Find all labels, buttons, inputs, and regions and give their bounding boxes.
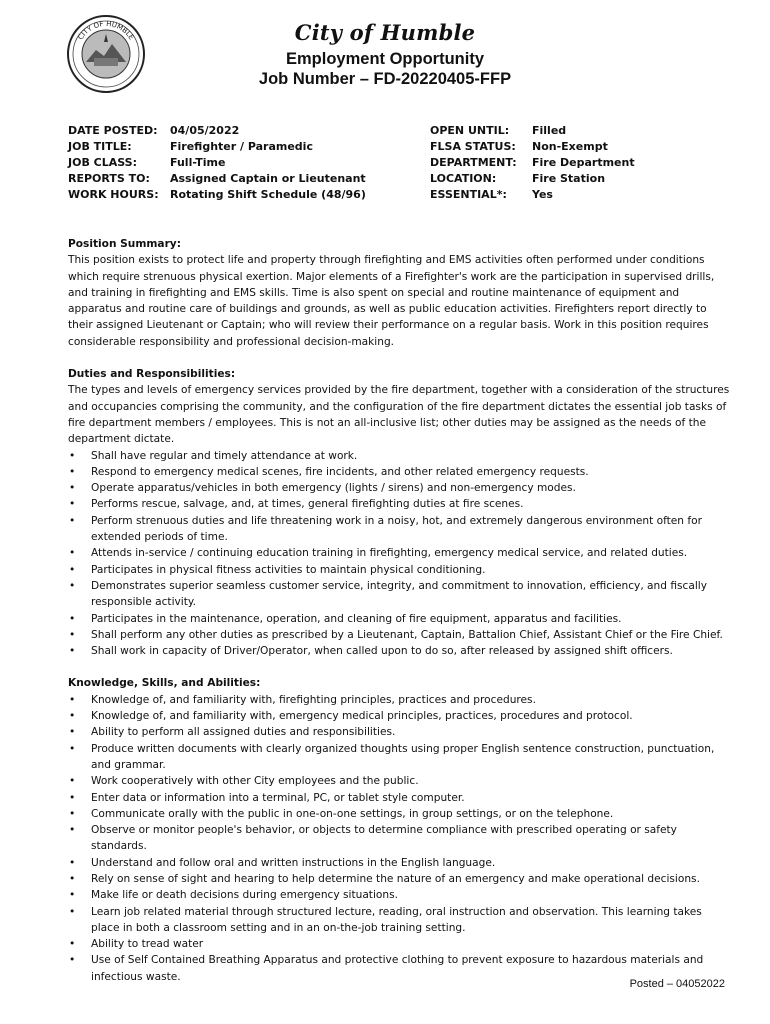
list-item: • Knowledge of, and familiarity with, emergency medical principles, practices, procedures and protocol.	[68, 708, 730, 724]
info-values-left	[170, 123, 366, 203]
list-item: • Participates in physical fitness activities to maintain physical conditioning.	[68, 562, 730, 578]
bullet-icon: •	[69, 889, 76, 902]
duties-list	[68, 448, 730, 660]
bullet-icon: •	[69, 693, 76, 706]
bullet-icon: •	[69, 612, 76, 625]
list-item: • Attends in-service / continuing education training in firefighting, emergency medical service, and related duties.	[68, 545, 730, 561]
section-heading: Duties and Responsibilities:	[68, 368, 236, 381]
section-heading: Knowledge, Skills, and Abilities:	[68, 677, 261, 690]
bullet-icon: •	[69, 514, 76, 527]
bullet-icon: •	[69, 938, 76, 951]
info-label: OPEN UNTIL:	[430, 124, 510, 137]
info-value: Fire Station	[532, 172, 606, 185]
info-label: JOB TITLE:	[68, 140, 132, 153]
bullet-icon: •	[69, 775, 76, 788]
list-item: • Perform strenuous duties and life threatening work in a noisy, hot, and extremely dangerous environment often for extended periods of time.	[69, 514, 702, 544]
list-item: • Learn job related material through structured lecture, reading, oral instruction and observation. This learning takes place in both a classroom setting and in an on-the-job training setting.	[69, 905, 702, 934]
list-item: • Respond to emergency medical scenes, fire incidents, and other related emergency requests.	[68, 464, 730, 480]
info-label: FLSA STATUS:	[430, 140, 516, 153]
list-item: • Demonstrates superior seamless customer service, integrity, and commitment to innovation, efficiency, and fiscally responsible activity.	[69, 579, 708, 609]
list-item: • Knowledge of, and familiarity with, firefighting principles, practices and procedures.	[68, 692, 730, 708]
section-heading: Position Summary:	[68, 238, 181, 250]
bullet-icon: •	[69, 628, 76, 641]
bullet-icon: •	[69, 872, 76, 885]
bullet-icon: •	[69, 449, 76, 462]
bullet-icon: •	[69, 856, 76, 869]
list-item: • Communicate orally with the public in one-on-one settings, in group settings, or on the telephone.	[68, 806, 730, 822]
job-number: Job Number – FD-20220405-FFP	[258, 70, 512, 88]
info-value: Firefighter / Paramedic	[170, 140, 313, 153]
bullet-icon: •	[69, 742, 76, 755]
list-item: • Use of Self Contained Breathing Apparatus and protective clothing to prevent exposure to hazardous materials and infectious waste.	[69, 954, 704, 983]
list-item: • Ability to tread water	[68, 936, 730, 952]
info-value: Filled	[532, 124, 567, 137]
info-label: JOB CLASS:	[68, 156, 138, 169]
ksa-list	[68, 692, 730, 985]
list-item: • Operate apparatus/vehicles in both emergency (lights / sirens) and non-emergency modes.	[68, 480, 730, 496]
info-label: DEPARTMENT:	[430, 156, 517, 169]
bullet-icon: •	[69, 807, 76, 820]
info-labels-right	[430, 123, 517, 203]
bullet-icon: •	[69, 547, 76, 560]
list-item: • Participates in the maintenance, operation, and cleaning of fire equipment, apparatus and facilities.	[68, 611, 730, 627]
document-body	[68, 236, 730, 985]
bullet-icon: •	[69, 498, 76, 511]
info-value: Full-Time	[170, 156, 226, 169]
list-item: • Performs rescue, salvage, and, at times, general firefighting duties at fire scenes.	[68, 496, 730, 512]
info-value: Assigned Captain or Lieutenant	[170, 172, 366, 185]
list-item: • Understand and follow oral and written instructions in the English language.	[68, 855, 730, 871]
list-item: • Rely on sense of sight and hearing to help determine the nature of an emergency and make operational decisions.	[68, 871, 730, 887]
bullet-icon: •	[69, 579, 76, 592]
list-item: • Make life or death decisions during emergency situations.	[68, 887, 730, 903]
svg-text:CITY OF HUMBLE: CITY OF HUMBLE	[76, 19, 136, 42]
list-item: • Ability to perform all assigned duties and responsibilities.	[68, 724, 730, 740]
info-value: Yes	[532, 188, 553, 201]
list-item: • Shall work in capacity of Driver/Operator, when called upon to do so, after released by assigned shift officers.	[68, 643, 730, 659]
info-values-right	[532, 123, 635, 203]
list-item: • Observe or monitor people's behavior, or objects to determine compliance with prescribed operating or safety standards.	[69, 824, 677, 853]
bullet-icon: •	[69, 954, 76, 967]
bullet-icon: •	[69, 905, 76, 918]
list-item: • Enter data or information into a terminal, PC, or tablet style computer.	[68, 790, 730, 806]
bullet-icon: •	[69, 710, 76, 723]
city-title: City of Humble	[294, 20, 476, 45]
list-item: • Work cooperatively with other City employees and the public.	[68, 773, 730, 789]
info-value: 04/05/2022	[170, 124, 240, 137]
info-value: Rotating Shift Schedule (48/96)	[170, 188, 366, 201]
posted-footer: Posted – 04052022	[629, 978, 725, 990]
info-label: DATE POSTED:	[68, 124, 158, 137]
info-label: WORK HOURS:	[68, 188, 159, 201]
document-title: Employment Opportunity	[286, 50, 484, 68]
bullet-icon: •	[69, 465, 76, 478]
info-label: LOCATION:	[430, 172, 497, 185]
info-value: Fire Department	[532, 156, 635, 169]
info-value: Non-Exempt	[532, 140, 608, 153]
bullet-icon: •	[69, 726, 76, 739]
list-item: • Shall perform any other duties as prescribed by a Lieutenant, Captain, Battalion Chief, Assistant Chief or the Fire Chief.	[68, 627, 730, 643]
info-label: REPORTS TO:	[68, 172, 150, 185]
info-label: ESSENTIAL*:	[430, 188, 507, 201]
duties-intro-paragraph: The types and levels of emergency services provided by the fire department, together with a consideration of the structures and occupancies comprising the community, and the configuration of the fire department dictates the essential job tasks of fire department members / employees. This is not an all-inclusive list; other duties may be assigned as the needs of the department dictate.	[68, 384, 730, 446]
bullet-icon: •	[69, 791, 76, 804]
bullet-icon: •	[69, 645, 76, 658]
bullet-icon: •	[69, 824, 76, 837]
bullet-icon: •	[69, 482, 76, 495]
list-item: • Produce written documents with clearly organized thoughts using proper English sentence construction, punctuation, and grammar.	[69, 742, 715, 771]
summary-paragraph: This position exists to protect life and property through firefighting and EMS activities often performed under conditions which require strenuous physical exertion. Major elements of a Firefighter's work are the participation in supervised drills, and training in firefighting and EMS skills. Time is also spent on special and routine maintenance of equipment and apparatus and routine care of buildings and grounds, as well as public education activities. Firefighters report directly to their assigned Lieutenant or Captain; who will review their performance on a regular basis. Work in this position requires considerable responsibility and professional decision-making.	[68, 254, 715, 348]
list-item: • Shall have regular and timely attendance at work.	[68, 448, 730, 464]
bullet-icon: •	[69, 563, 76, 576]
info-labels-left	[68, 123, 159, 203]
